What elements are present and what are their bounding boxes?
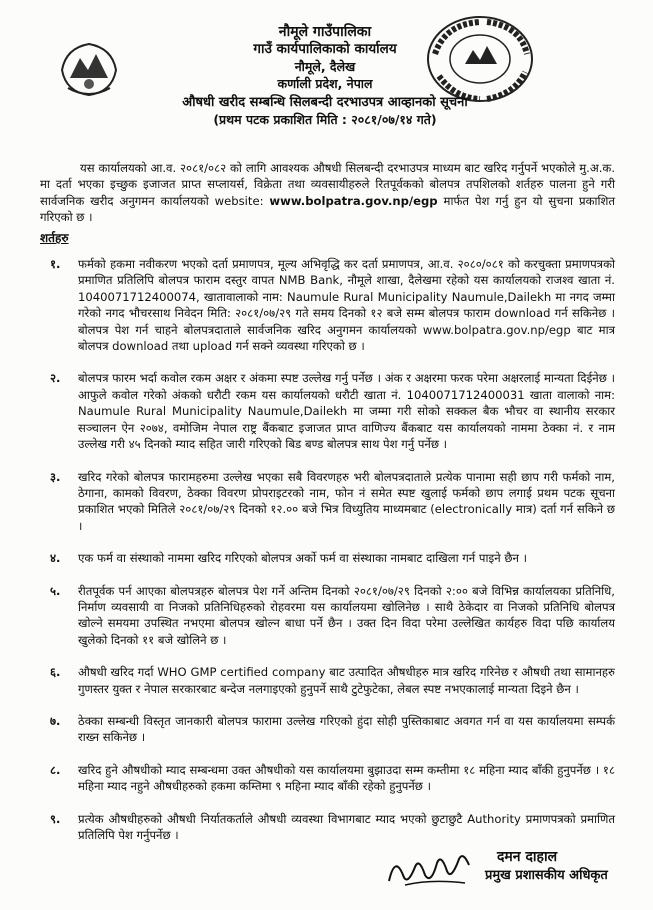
office-location: नौमूले, दैलेख [294,59,356,74]
term-text: फर्मको हकमा नवीकरण भएको दर्ता प्रमाणपत्र, मूल्य अभिवृद्धि कर दर्ता प्रमाणपत्र, आ.व. २०८०/०८१ को करचुक्ता प्रमाणपत्रको प्रमाणित प्रतिलिपि बोलपत्र फाराम दस्तुर वापत NMB Bank, नौमूले शाखा, दैलेखमा रहेको यस कार्यालयको राजश्व खाता नं. 1040071712400074, खातावालाको नाम: Naumule Rural Municipality Naumule,Dailekh मा नगद जम्मा गरेको नगद भौचरसाथ निवेदन मिति: २०८१/०७/२९ गते समय दिनको १२ बजे सम्म बोलपत्र फाराम download गर्न सकिनेछ । बोलपत्र पेश गर्न चाहने बोलपत्रदाताले सार्वजनिक खरिद अनुगमन कार्यालयको www.bolpatra.gov.np/egp बाट मात्र बोलपत्र download तथा upload गर्न सक्ने व्यवस्था गरिएको छ । [78,257,615,354]
province-country: कर्णाली प्रदेश, नेपाल [277,76,373,91]
term-text: प्रत्येक औषधीहरुको औषधी निर्यातकर्ताले औषधी व्यवस्था विभागबाट म्याद भएको छुटाछुटै Authority प्रमाणपत्रको प्रमाणित प्रतिलिपि पेश गर्नुपर्नेछ । [78,811,615,842]
nepal-emblem-icon [58,40,120,98]
signatory-title: प्रमुख प्रशासकीय अधिकृत [485,868,608,883]
term-text: एक फर्म वा संस्थाको नाममा खरिद गरिएको बोलपत्र अर्को फर्म वा संस्थाका नामबाट दाखिला गर्न पाइने छैन । [78,551,527,566]
intro-paragraph [40,160,615,226]
term-number: १. [50,257,61,272]
signature-block [385,845,625,905]
term-number: ९. [50,811,61,826]
intro-text-end: मार्फत पेश गर्नु हुन यो सुचना प्रकाशित गरिएको छ । [40,193,615,225]
term-text: ठेक्का सम्बन्धी विस्तृत जानकारी बोलपत्र फारामा उल्लेख गरिएको हुंदा सोही पुस्तिकाबाट अवगत गर्न वा यस कार्यालयमा सम्पर्क राख्न सकिनेछ । [78,713,615,745]
term-item [40,550,615,566]
term-item [40,370,615,452]
intro-url-link[interactable]: www.bolpatra.gov.np/egp [269,193,438,208]
notice-body [40,160,615,859]
term-number: ३. [50,469,61,484]
notice-title: औषधी खरीद सम्बन्धि सिलबन्दी दरभाउपत्र आव्हानको सूचना [182,95,468,110]
intro-text: यस कार्यालयको आ.व. २०८१/०८२ को लागि आवश्यक औषधी सिलबन्दी दरभाउपत्र माध्यम बाट खरिद गर्नुपर्ने भएकोले मु.अ.क. मा दर्ता भएका इच्छुक इजाजत प्राप्त सप्लायर्स, विक्रेता तथा व्यवसायीहरुले रितपूर्वकको बोलपत्र तपशिलको शर्तहरु पालना हुने गरी सार्वजनिक खरीद अनुगमन कार्यालयको website: [40,161,615,208]
handwritten-signature [385,845,475,895]
term-item [40,762,615,795]
term-text: खरिद हुने औषधीको म्याद सम्बन्धमा उक्त औषधीको यस कार्यालयमा बुझाउदा सम्म कम्तीमा १८ महिना म्याद बाँकी हुनुपर्नेछ । १८ महिना म्याद नहुने औषधीहरुको हकमा कम्तिमा ९ महिना म्याद बाँकी रहेको हुनुपर्नेछ । [78,762,615,794]
term-text: खरिद गरेको बोलपत्र फारामहरुमा उल्लेख भएका सबै विवरणहरु भरी बोलपत्रदाताले प्रत्येक पानामा सही छाप गरी फर्मको नाम, ठेगाना, कामको विवरण, ठेक्का विवरण प्रोपराइटरको नाम, फोन नं समेत स्पष्ट खुलाई फर्मको छाप लगाई प्रथम पटक सूचना प्रकाशित भएको मितिले २०८१/०७/२९ दिनको १२.०० बजे भित्र विध्युतिय माध्यमबाट (electronically मात्र) दर्ता गर्न सकिने छ । [78,469,615,533]
letterhead [150,24,500,128]
term-number: ८. [50,762,61,777]
term-item [40,811,615,844]
term-item [40,469,615,535]
term-number: ७. [50,713,61,728]
term-number: ५. [50,583,61,598]
term-text: बोलपत्र फारम भर्दा कवोल रकम अक्षर र अंकमा स्पष्ट उल्लेख गर्नु पर्नेछ । अंक र अक्षरमा फरक परेमा अक्षरलाई मान्यता दिईनेछ । आफुले कवोल गरेको अंकको धरौटी रकम यस कार्यालयको धरौटी खाता नं. 1040071712400031 खाता वालाको नाम: Naumule Rural Municipality Naumule,Dailekh मा जम्मा गरी सोको सक्कल बैक भौचर वा स्थानीय सरकार सञ्चालन ऐन २०७४, वमोजिम नेपाल राष्ट्र बैंकबाट इजाजत प्राप्त वाणिज्य बैंकबाट यस कार्यालयको नाममा ठेक्का नं. र नाम उल्लेख गरी ४५ दिनको म्याद सहित जारी गरिएको बिड बण्ड बोलपत्र साथ पेश गर्नु पर्नेछ । [78,371,615,452]
term-text: रीतपूर्वक पर्न आएका बोलपत्रहरु बोलपत्र पेश गर्ने अन्तिम दिनको २०८१/०७/२९ दिनको २:०० बजे विभिन्न कार्यालयका प्रतिनिधि, निर्माण व्यवसायी वा निजको प्रतिनिधिहरुको रोहवरमा यस कार्यालयमा खोलिनेछ । साथै ठेकेदार वा निजको प्रतिनिधि बोलपत्र खोल्ने समयमा उपस्थित नभएमा बोलपत्र खोल्न बाधा पर्ने छैन । उक्त दिन विदा परेमा उल्लेखित कार्यहरु विदा पछि कार्यालय खुलेको दिनको ११ बजे खोलिने छ । [78,583,615,647]
term-number: ६. [50,665,61,680]
term-number: ४. [50,551,61,566]
office-name: गाउँ कार्यपालिकाको कार्यालय [253,41,397,57]
term-item [40,713,615,746]
term-text: औषधी खरिद गर्दा WHO GMP certified company बाट उत्पादित औषधीहरु मात्र खरिद गरिनेछ र औषधी तथा सामानहरु गुणस्तर युक्त र नेपाल सरकारबाट बन्देज नलगाइएको हुनुपर्ने साथै टुटेफुटेका, लेबल स्पष्ट नभएकालाई मान्यता दिइने छैन । [78,665,615,696]
term-item [40,664,615,697]
term-item [40,583,615,649]
terms-heading: शर्तहरु [40,230,69,245]
term-item [40,256,615,354]
notice-publish-date: (प्रथम पटक प्रकाशित मिति : २०८१/०७/१४ गते) [213,112,437,127]
term-number: २. [50,371,61,386]
signatory-name: दमन दाहाल [497,849,558,865]
municipality-name: नौमूले गाउँपालिका [278,24,372,40]
